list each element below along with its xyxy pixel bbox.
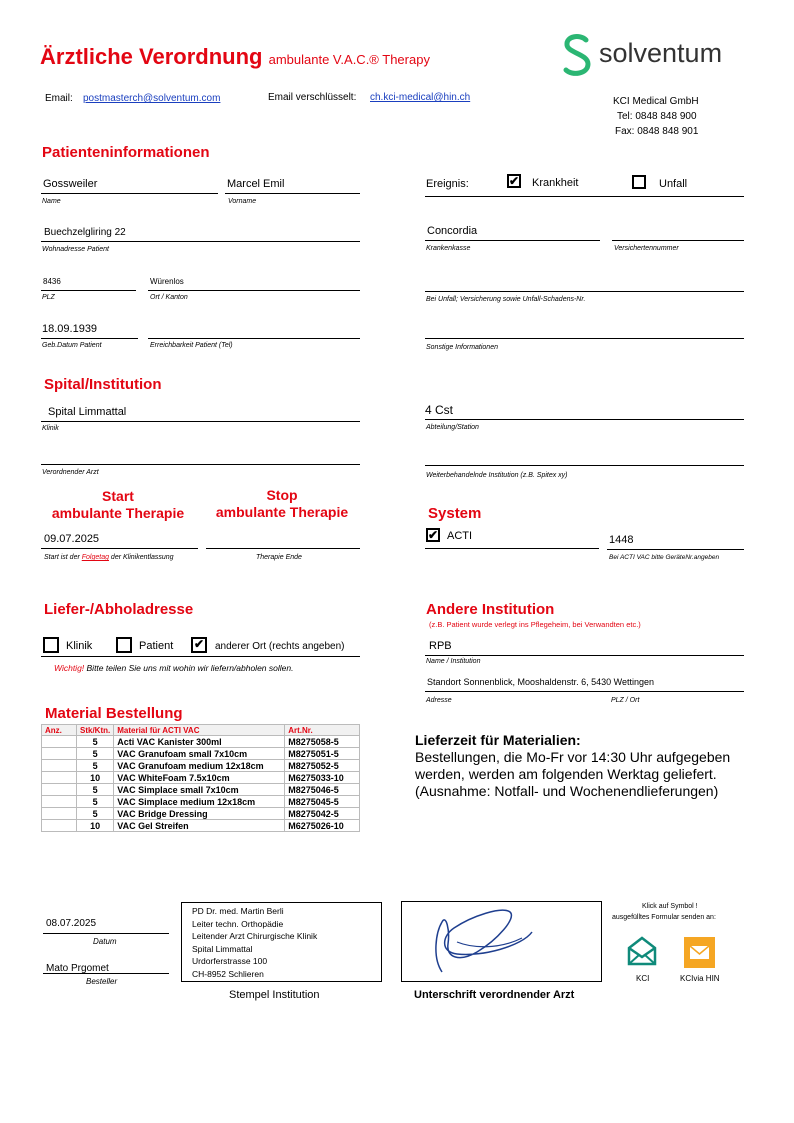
signature-box[interactable] (401, 901, 602, 982)
stk-cell: 5 (77, 784, 114, 796)
name-label: Name (42, 198, 61, 205)
abteilung-label: Abteilung/Station (426, 424, 479, 431)
signature-image (402, 902, 600, 980)
kci-label: KCI (636, 974, 650, 983)
geraet-label: Bei ACTI VAC bitte GeräteNr.angeben (609, 554, 720, 561)
krankheit-checkbox[interactable]: ✔ (509, 174, 520, 188)
col-anz: Anz. (42, 725, 77, 736)
geb-field[interactable]: 18.09.1939 (42, 323, 98, 335)
kci-hin-label: KCIvia HIN (680, 974, 720, 983)
anz-cell[interactable] (42, 772, 77, 784)
artnr-cell: M8275058-5 (285, 736, 360, 748)
company-tel: Tel: 0848 848 900 (617, 111, 697, 122)
liefer-note: Wichtig! Bitte teilen Sie uns mit wohin wir liefern/abholen sollen. (54, 663, 294, 673)
andere-adresse-label: Adresse (426, 697, 452, 704)
andere-heading: Andere Institution (426, 601, 555, 618)
acti-checkbox[interactable]: ✔ (428, 528, 439, 542)
material-cell: VAC Gel Streifen (114, 820, 285, 832)
table-row (42, 796, 360, 808)
stamp-line: CH-8952 Schlieren (192, 968, 264, 979)
klinik-checkbox[interactable] (43, 637, 59, 653)
artnr-cell: M8275051-5 (285, 748, 360, 760)
klinik-field[interactable]: Spital Limmattal (48, 406, 127, 418)
klinik-label: Klinik (42, 425, 59, 432)
andere-name-field[interactable]: RPB (429, 640, 452, 652)
stamp-line: Spital Limmattal (192, 943, 253, 954)
artnr-cell: M6275033-10 (285, 772, 360, 784)
send-note-1: Klick auf Symbol ! (642, 903, 698, 910)
patient-heading: Patienteninformationen (42, 144, 210, 161)
geb-label: Geb.Datum Patient (42, 342, 102, 349)
patient-checkbox[interactable] (116, 637, 132, 653)
datum-field[interactable]: 08.07.2025 (46, 918, 97, 929)
table-row (42, 760, 360, 772)
anderer-option: anderer Ort (rechts angeben) (215, 641, 345, 652)
anderer-checkbox[interactable]: ✔ (191, 637, 207, 653)
email-enc-label: Email verschlüsselt: (268, 92, 357, 103)
table-row (42, 748, 360, 760)
col-artnr: Art.Nr. (285, 725, 360, 736)
unterschrift-label: Unterschrift verordnender Arzt (414, 989, 575, 1001)
table-row (42, 772, 360, 784)
stamp-line: Leiter techn. Orthopädie (192, 918, 284, 929)
anz-cell[interactable] (42, 808, 77, 820)
plz-label: PLZ (42, 294, 55, 301)
material-cell: VAC Granufoam small 7x10cm (114, 748, 285, 760)
krankheit-label: Krankheit (532, 177, 579, 189)
stk-cell: 5 (77, 796, 114, 808)
versnr-label: Versichertennummer (614, 245, 679, 252)
andere-plz-label: PLZ / Ort (611, 697, 640, 704)
artnr-cell: M8275045-5 (285, 796, 360, 808)
email-label: Email: (45, 93, 73, 104)
form-title: Ärztliche Verordnung ambulante V.A.C.® Therapy (40, 44, 430, 69)
company-name: KCI Medical GmbH (613, 96, 699, 107)
unfall-info-label: Bei Unfall; Versicherung sowie Unfall-Schadens-Nr. (426, 296, 586, 303)
start-date-field[interactable]: 09.07.2025 (44, 533, 100, 545)
material-cell: VAC WhiteFoam 7.5x10cm (114, 772, 285, 784)
besteller-field[interactable]: Mato Prgomet (46, 963, 109, 974)
stk-cell: 5 (77, 808, 114, 820)
ende-label: Therapie Ende (256, 554, 302, 561)
company-fax: Fax: 0848 848 901 (615, 126, 699, 137)
weiter-label: Weiterbehandelnde Institution (z.B. Spitex xy) (426, 472, 568, 479)
stamp-line: Urdorferstrasse 100 (192, 956, 268, 966)
kasse-label: Krankenkasse (426, 245, 471, 252)
table-row (42, 736, 360, 748)
andere-name-label: Name / Institution (426, 658, 481, 665)
stk-cell: 5 (77, 748, 114, 760)
system-heading: System (428, 505, 482, 522)
material-cell: VAC Simplace medium 12x18cm (114, 796, 285, 808)
adresse-label: Wohnadresse Patient (42, 246, 109, 253)
anz-cell[interactable] (42, 784, 77, 796)
form-subtitle: ambulante V.A.C.® Therapy (268, 52, 430, 67)
tel-label: Erreichbarkeit Patient (Tel) (150, 342, 233, 349)
material-cell: VAC Simplace small 7x10cm (114, 784, 285, 796)
email-link[interactable]: postmasterch@solventum.com (83, 93, 221, 104)
sonstige-label: Sonstige Informationen (426, 344, 498, 351)
artnr-cell: M8275052-5 (285, 760, 360, 772)
spital-heading: Spital/Institution (44, 376, 162, 393)
geraet-field[interactable]: 1448 (609, 534, 634, 546)
stk-cell: 5 (77, 760, 114, 772)
name-field[interactable]: Gossweiler (43, 178, 98, 190)
lieferzeit-text: Bestellungen, die Mo-Fr vor 14:30 Uhr aufgegeben werden, werden am folgenden Werktag geliefert. (Ausnahme: Notfall- und Wochenendlieferungen) (415, 749, 731, 799)
vorname-label: Vorname (228, 198, 257, 205)
material-cell: VAC Bridge Dressing (114, 808, 285, 820)
kci-hin-mail-icon[interactable] (684, 937, 715, 968)
table-row (42, 808, 360, 820)
andere-adresse-field[interactable]: Standort Sonnenblick, Mooshaldenstr. 6, 5430 Wettingen (427, 677, 654, 687)
andere-hint: (z.B. Patient wurde verlegt ins Pflegeheim, bei Verwandten etc.) (429, 620, 641, 629)
stempel-box (181, 902, 382, 982)
start-label: Start ist der Folgetag der Klinikentlassung (44, 554, 174, 561)
adresse-field[interactable]: Buechzelgliring 22 (44, 227, 126, 238)
col-material: Material für ACTI VAC (114, 725, 285, 736)
kci-mail-icon[interactable] (626, 935, 658, 967)
kasse-field[interactable]: Concordia (427, 225, 478, 237)
abteilung-field[interactable]: 4 Cst (425, 403, 454, 417)
plz-field[interactable]: 8436 (43, 277, 61, 286)
anz-cell[interactable] (42, 736, 77, 748)
anz-cell[interactable] (42, 748, 77, 760)
arzt-label: Verordnender Arzt (42, 469, 99, 476)
artnr-cell: M8275042-5 (285, 808, 360, 820)
ort-field[interactable]: Würenlos (150, 277, 184, 286)
patient-option: Patient (139, 640, 174, 652)
stop-heading: Stop ambulante Therapie (215, 487, 349, 520)
send-note-2: ausgefülltes Formular senden an: (612, 914, 716, 921)
unfall-checkbox[interactable] (632, 175, 646, 189)
lieferzeit-heading: Lieferzeit für Materialien: (415, 732, 581, 748)
anz-cell[interactable] (42, 796, 77, 808)
email-enc-link[interactable]: ch.kci-medical@hin.ch (370, 92, 471, 103)
anz-cell[interactable] (42, 760, 77, 772)
stk-cell: 10 (77, 772, 114, 784)
acti-label: ACTI (447, 530, 473, 542)
material-cell: Acti VAC Kanister 300ml (114, 736, 285, 748)
stk-cell: 10 (77, 820, 114, 832)
stamp-line: PD Dr. med. Martin Berli (192, 906, 284, 916)
ereignis-label: Ereignis: (426, 178, 469, 190)
vorname-field[interactable]: Marcel Emil (227, 178, 285, 190)
stamp-line: Leitender Arzt Chirurgische Klinik (192, 931, 318, 941)
stempel-label: Stempel Institution (229, 989, 320, 1001)
besteller-label: Besteller (86, 977, 118, 986)
table-row (42, 784, 360, 796)
material-table (41, 724, 360, 832)
unfall-label: Unfall (659, 178, 688, 190)
col-stk: Stk/Ktn. (77, 725, 114, 736)
anz-cell[interactable] (42, 820, 77, 832)
start-heading: Start ambulante Therapie (51, 488, 185, 521)
liefer-heading: Liefer-/Abholadresse (44, 601, 194, 618)
datum-label: Datum (93, 937, 117, 946)
material-heading: Material Bestellung (45, 705, 183, 722)
artnr-cell: M8275046-5 (285, 784, 360, 796)
ort-label: Ort / Kanton (150, 294, 188, 301)
table-row (42, 820, 360, 832)
material-cell: VAC Granufoam medium 12x18cm (114, 760, 285, 772)
solventum-logo-icon (558, 32, 598, 78)
stk-cell: 5 (77, 736, 114, 748)
logo-text: solventum (599, 38, 723, 68)
artnr-cell: M6275026-10 (285, 820, 360, 832)
klinik-option: Klinik (66, 640, 93, 652)
